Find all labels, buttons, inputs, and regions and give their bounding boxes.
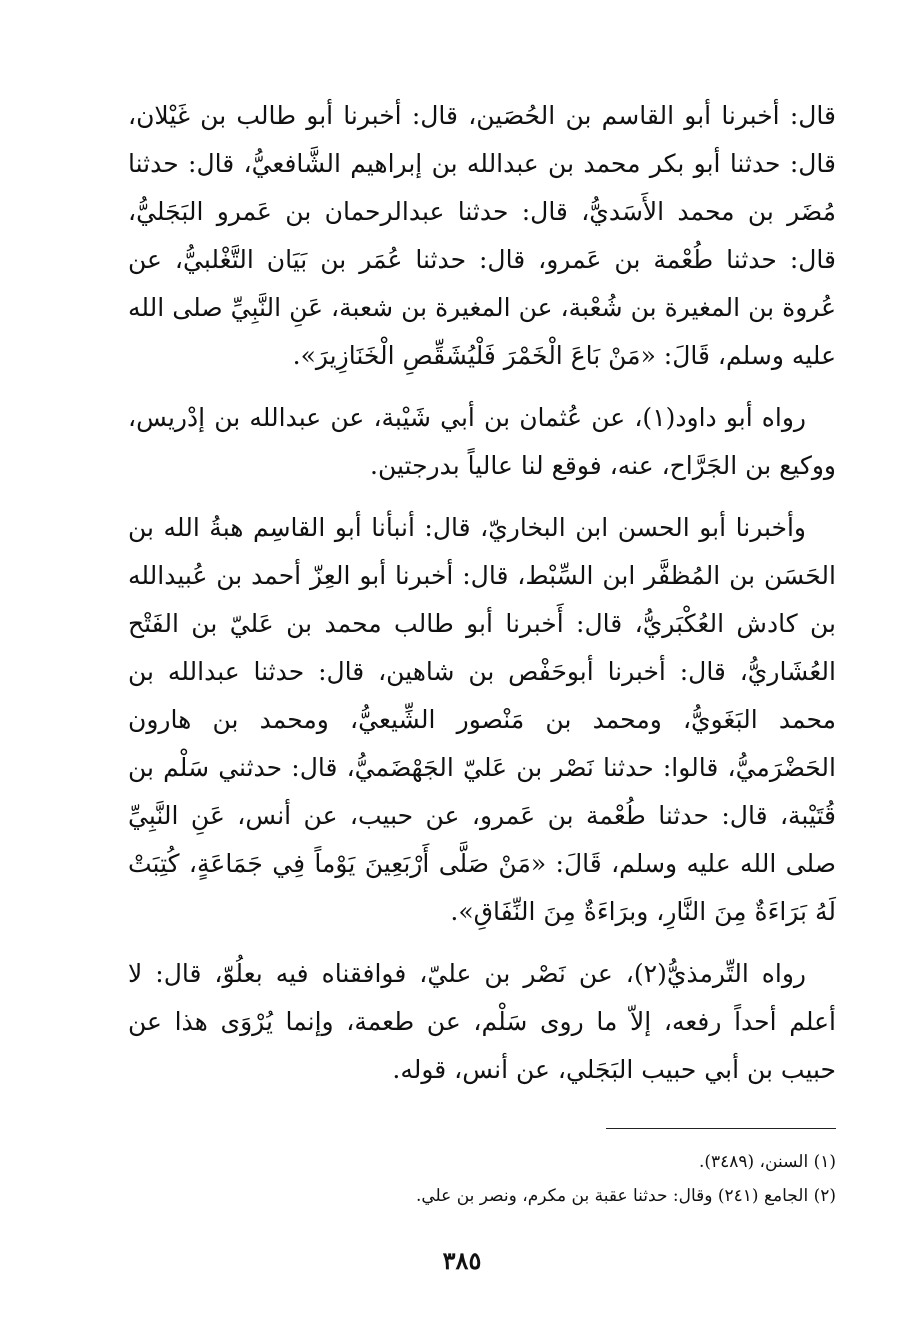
footnote-divider [606, 1128, 836, 1129]
paragraph-hadith-1: قال: أخبرنا أبو القاسم بن الحُصَين، قال: أخبرنا أبو طالب بن غَيْلان، قال: حدثنا أبو بكر محمد بن عبدالله بن إبراهيم الشَّافعيُّ، قال: حدثنا مُضَر بن محمد الأَسَديُّ، قال: حدثنا عبدالرحمان بن عَمرو البَجَليُّ، قال: حدثنا طُعْمة بن عَمرو، قال: حدثنا عُمَر بن بَيَان التَّغْلبيُّ، عن عُروة بن المغيرة بن شُعْبة، عن المغيرة بن شعبة، عَنِ النَّبِيِّ صلى الله عليه وسلم، قَالَ: «مَنْ بَاعَ الْخَمْرَ فَلْيُشَقِّصِ الْخَنَازِيرَ». [128, 101, 836, 370]
page-number: ٣٨٥ [442, 1246, 482, 1275]
paragraph-narration-1: رواه أبو داود(١)، عن عُثمان بن أبي شَيْبة، عن عبدالله بن إدْريس، ووكيع بن الجَرَّاح، عنه، فوقع لنا عالياً بدرجتين. [128, 403, 836, 480]
footnote-1: (١) السنن، (٣٤٨٩). [698, 1152, 836, 1172]
footnotes [128, 1128, 836, 1213]
footnote-2: (٢) الجامع (٢٤١) وقال: حدثنا عقبة بن مكرم، ونصر بن علي. [415, 1186, 836, 1206]
paragraph-hadith-2: وأخبرنا أبو الحسن ابن البخاريّ، قال: أنبأنا أبو القاسِم هبةُ الله بن الحَسَن بن المُظفَّر ابن السِّبْط، قال: أخبرنا أبو العِزّ أحمد بن عُبيدالله بن كادش العُكْبَريُّ، قال: أَخبرنا أبو طالب محمد بن عَليّ بن الفَتْح العُشَاريُّ، قال: أخبرنا أبوحَفْص بن شاهين، قال: حدثنا عبدالله بن محمد البَغَويُّ، ومحمد بن مَنْصور الشِّيعيُّ، ومحمد بن هارون الحَضْرَميُّ، قالوا: حدثنا نَصْر بن عَليّ الجَهْضَميُّ، قال: حدثني سَلْم بن قُتَيْبة، قال: حدثنا طُعْمة بن عَمرو، عن حبيب، عن أنس، عَنِ النَّبِيِّ صلى الله عليه وسلم، قَالَ: «مَنْ صَلَّى أَرْبَعِينَ يَوْماً فِي جَمَاعَةٍ، كُتِبَتْ لَهُ بَرَاءَةٌ مِنَ النَّارِ، وبرَاءَةٌ مِنَ النِّفَاقِ». [128, 513, 836, 926]
paragraph-narration-2: رواه التِّرمذيُّ(٢)، عن نَصْر بن عليّ، فوافقناه فيه بعلُوّ، قال: لا أعلم أحداً رفعه، إلاّ ما روى سَلْم، عن طعمة، وإنما يُرْوَى هذا عن حبيب بن أبي حبيب البَجَلي، عن أنس، قوله. [128, 959, 836, 1084]
main-text [128, 92, 836, 1094]
